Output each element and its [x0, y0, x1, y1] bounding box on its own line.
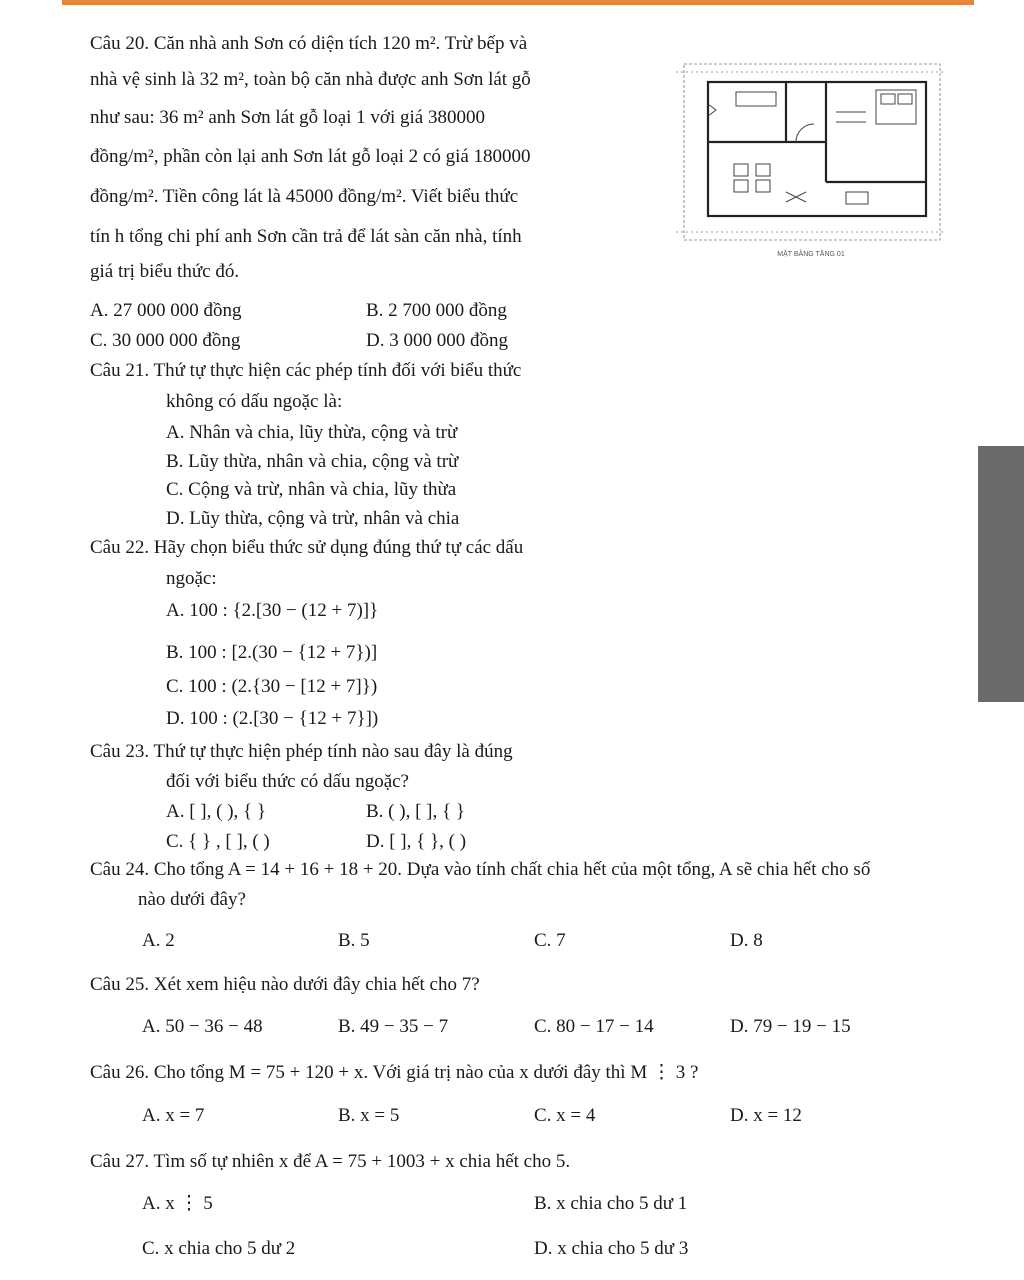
q20-line-2: nhà vệ sinh là 32 m², toàn bộ căn nhà được anh Sơn lát gỗ	[90, 69, 531, 90]
q21-option-a: A. Nhân và chia, lũy thừa, cộng và trừ	[166, 422, 458, 443]
q22-line-2: ngoặc:	[166, 568, 217, 589]
q21-option-b: B. Lũy thừa, nhân và chia, cộng và trừ	[166, 451, 459, 472]
q20-line-4: đồng/m², phần còn lại anh Sơn lát gỗ loại 2 có giá 180000	[90, 146, 531, 167]
q21-option-c: C. Cộng và trừ, nhân và chia, lũy thừa	[166, 479, 457, 500]
q27-option-a: A. x ⋮ 5	[142, 1193, 213, 1214]
q21-line-2: không có dấu ngoặc là:	[166, 391, 343, 412]
q20-option-d: D. 3 000 000 đồng	[366, 330, 508, 351]
q24-option-c: C. 7	[534, 930, 566, 951]
q23-line-1: Câu 23. Thứ tự thực hiện phép tính nào sau đây là đúng	[90, 741, 513, 762]
q26-line-1: Câu 26. Cho tổng M = 75 + 120 + x. Với giá trị nào của x dưới đây thì M ⋮ 3 ?	[90, 1062, 699, 1083]
q20-line-6: tín h tổng chi phí anh Sơn cần trả để lát sàn căn nhà, tính	[90, 226, 522, 247]
q24-option-b: B. 5	[338, 930, 370, 951]
q20-option-a: A. 27 000 000 đồng	[90, 300, 242, 321]
q20-line-1: Câu 20. Căn nhà anh Sơn có diện tích 120 m². Trừ bếp và	[90, 33, 528, 54]
top-accent-bar	[62, 0, 974, 5]
q23-option-a: A. [ ], ( ), { }	[166, 801, 267, 822]
q20-option-b: B. 2 700 000 đồng	[366, 300, 507, 321]
q20-line-7: giá trị biểu thức đó.	[90, 261, 240, 282]
q27-option-b: B. x chia cho 5 dư 1	[534, 1193, 688, 1214]
q20-line-5: đồng/m². Tiền công lát là 45000 đồng/m². Viết biểu thức	[90, 186, 519, 207]
q25-option-c: C. 80 − 17 − 14	[534, 1016, 654, 1037]
q22-line-1: Câu 22. Hãy chọn biểu thức sử dụng đúng thứ tự các dấu	[90, 537, 524, 558]
q21-option-d: D. Lũy thừa, cộng và trừ, nhân và chia	[166, 508, 460, 529]
q27-option-c: C. x chia cho 5 dư 2	[142, 1238, 296, 1259]
q25-option-b: B. 49 − 35 − 7	[338, 1016, 449, 1037]
q22-option-d: D. 100 : (2.[30 − {12 + 7}])	[166, 708, 379, 729]
q26-option-b: B. x = 5	[338, 1105, 400, 1126]
q20-line-3: như sau: 36 m² anh Sơn lát gỗ loại 1 với giá 380000	[90, 107, 485, 128]
side-tab	[978, 446, 1024, 702]
q24-line-2: nào dưới đây?	[138, 889, 246, 910]
q24-option-d: D. 8	[730, 930, 763, 951]
q26-option-c: C. x = 4	[534, 1105, 596, 1126]
floor-plan-caption: MẶT BẰNG TẦNG 01	[777, 251, 845, 258]
q20-option-c: C. 30 000 000 đồng	[90, 330, 241, 351]
q22-option-c: C. 100 : (2.{30 − [12 + 7]})	[166, 676, 378, 697]
q23-option-b: B. ( ), [ ], { }	[366, 801, 465, 822]
q23-option-c: C. { } , [ ], ( )	[166, 831, 270, 852]
q24-option-a: A. 2	[142, 930, 175, 951]
q26-option-a: A. x = 7	[142, 1105, 205, 1126]
q23-line-2: đối với biểu thức có dấu ngoặc?	[166, 771, 409, 792]
q25-option-a: A. 50 − 36 − 48	[142, 1016, 263, 1037]
q21-line-1: Câu 21. Thứ tự thực hiện các phép tính đối với biểu thức	[90, 360, 522, 381]
floor-plan-drawing	[676, 52, 946, 262]
q27-option-d: D. x chia cho 5 dư 3	[534, 1238, 689, 1259]
q26-option-d: D. x = 12	[730, 1105, 802, 1126]
q24-line-1: Câu 24. Cho tổng A = 14 + 16 + 18 + 20. Dựa vào tính chất chia hết của một tổng, A sẽ chia hết cho số	[90, 859, 871, 880]
q25-line-1: Câu 25. Xét xem hiệu nào dưới đây chia hết cho 7?	[90, 974, 480, 995]
q27-line-1: Câu 27. Tìm số tự nhiên x để A = 75 + 1003 + x chia hết cho 5.	[90, 1151, 571, 1172]
q22-option-b: B. 100 : [2.(30 − {12 + 7})]	[166, 642, 378, 663]
q25-option-d: D. 79 − 19 − 15	[730, 1016, 851, 1037]
q22-option-a: A. 100 : {2.[30 − (12 + 7)]}	[166, 600, 379, 621]
q23-option-d: D. [ ], { }, ( )	[366, 831, 467, 852]
